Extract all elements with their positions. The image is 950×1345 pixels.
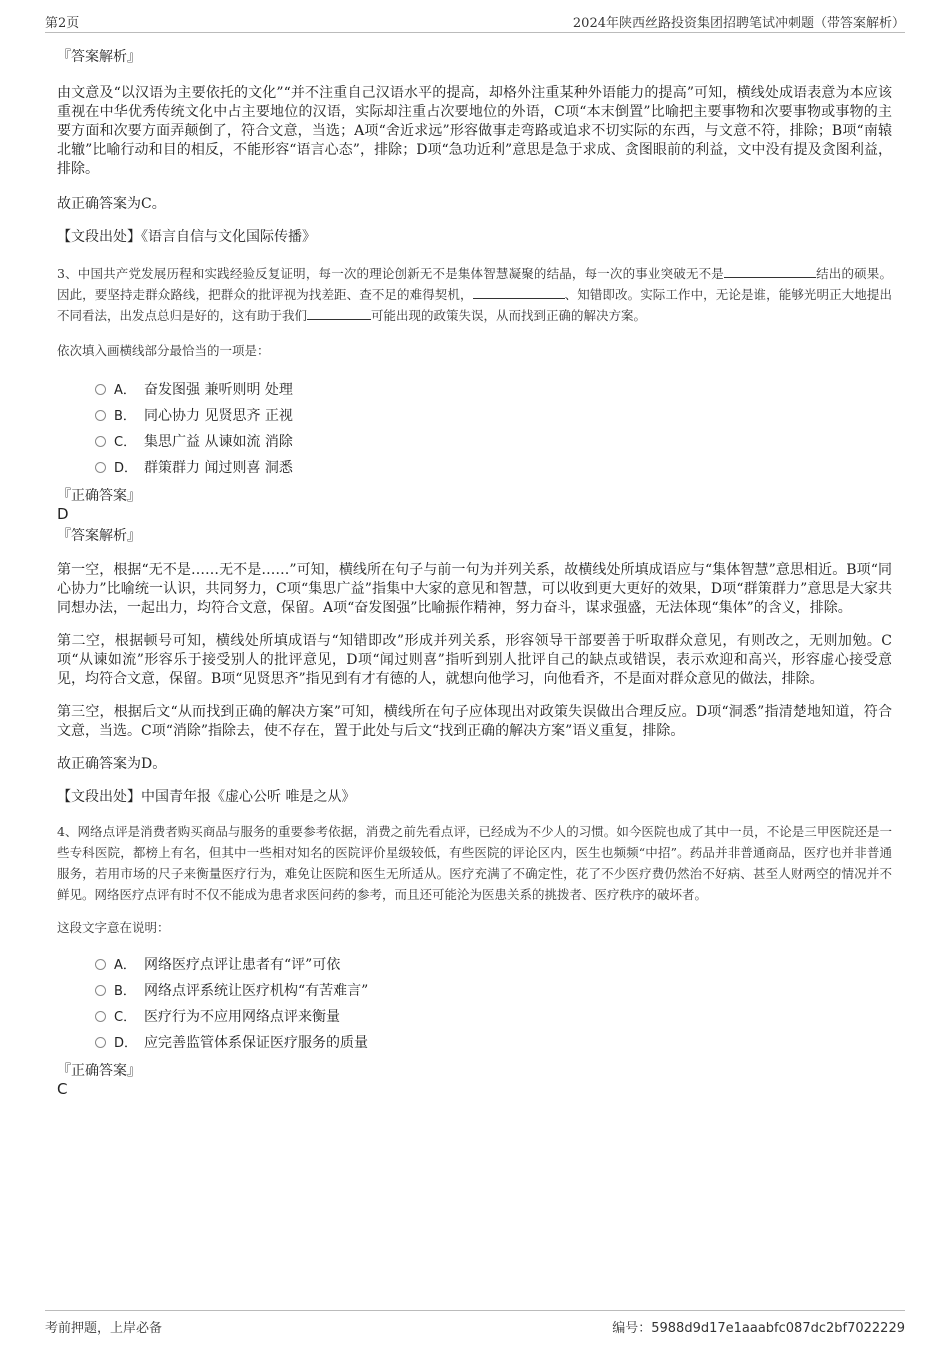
radio-icon[interactable] bbox=[95, 1037, 106, 1048]
q3-option-d[interactable]: D． 群策群力 闻过则喜 洞悉 bbox=[95, 455, 892, 481]
q2-analysis-label: 『答案解析』 bbox=[57, 49, 141, 65]
blank-2 bbox=[473, 285, 565, 299]
q4-option-b[interactable]: B． 网络点评系统让医疗机构“有苦难言” bbox=[95, 978, 892, 1004]
document-title: 2024年陕西丝路投资集团招聘笔试冲刺题（带答案解析） bbox=[572, 16, 905, 31]
q3-conclusion: 故正确答案为D。 bbox=[57, 756, 167, 772]
q3-prompt: 依次填入画横线部分最恰当的一项是： bbox=[57, 343, 270, 358]
q4-prompt: 这段文字意在说明： bbox=[57, 920, 170, 935]
q3-source: 【文段出处】中国青年报《虚心公听 唯是之从》 bbox=[57, 789, 356, 805]
q4-options bbox=[57, 952, 892, 1056]
page-number: 第2页 bbox=[45, 16, 80, 31]
q3-analysis-p1: 第一空，根据“无不是……无不是……”可知，横线所在句子与前一句为并列关系，故横线处所填成语应与“集体智慧”意思相近。B项“同心协力”比喻统一认识，共同努力，C项“集思广益”指集中大家的意见和智慧，可以收到更大更好的效果，D项“群策群力”意思是大家共同想办法，一起出力，均符合文意，保留。A项“奋发图强”比喻振作精神，努力奋斗，谋求强盛，无法体现“集体”的含义，排除。 bbox=[57, 562, 892, 616]
q3-option-b[interactable]: B． 同心协力 见贤思齐 正视 bbox=[95, 403, 892, 429]
q3-options bbox=[57, 377, 892, 481]
radio-icon[interactable] bbox=[95, 959, 106, 970]
radio-icon[interactable] bbox=[95, 436, 106, 447]
q3-analysis-label: 『答案解析』 bbox=[57, 528, 141, 544]
q4-answer-label: 『正确答案』 bbox=[57, 1063, 141, 1079]
document-code: 编号：5988d9d17e1aaabfc087dc2bf7022229 bbox=[612, 1321, 905, 1336]
radio-icon[interactable] bbox=[95, 384, 106, 395]
radio-icon[interactable] bbox=[95, 462, 106, 473]
q4-stem: 4、网络点评是消费者购买商品与服务的重要参考依据，消费之前先看点评，已经成为不少人的习惯。如今医院也成了其中一员，不论是三甲医院还是一些专科医院，都榜上有名，但其中一些相对知名的医院评价星级较低，有些医院的评论区内，医生也频频“中招”。药品并非普通商品，医疗也并非普通服务，若用市场的尺子来衡量医疗行为，难免让医院和医生无所适从。医疗充满了不确定性，花了不少医疗费仍然治不好病、甚至人财两空的情况并不鲜见。网络医疗点评有时不仅不能成为患者求医问药的参考，而且还可能沦为医患关系的挑拨者、医疗秩序的破坏者。 bbox=[57, 824, 892, 902]
q2-analysis-text: 由文意及“以汉语为主要依托的文化”“并不注重自己汉语水平的提高，却格外注重某种外语能力的提高”可知，横线处成语表意为本应该重视在中华优秀传统文化中占主要地位的汉语，实际却注重占次要地位的外语，C项“本末倒置”比喻把主要事物和次要事物或事物的主要方面和次要方面弄颠倒了，符合文意，当选；A项“舍近求远”形容做事走弯路或追求不切实际的东西，与文意不符，排除；B项“南辕北辙”比喻行动和目的相反，不能形容“语言心态”，排除；D项“急功近利”意思是急于求成、贪图眼前的利益，文中没有提及贪图利益，排除。 bbox=[57, 85, 892, 177]
q4-option-a[interactable]: A． 网络医疗点评让患者有“评”可依 bbox=[95, 952, 892, 978]
q4-option-d[interactable]: D． 应完善监管体系保证医疗服务的质量 bbox=[95, 1030, 892, 1056]
q2-conclusion: 故正确答案为C。 bbox=[57, 196, 166, 212]
radio-icon[interactable] bbox=[95, 985, 106, 996]
q4-option-c[interactable]: C． 医疗行为不应用网络点评来衡量 bbox=[95, 1004, 892, 1030]
radio-icon[interactable] bbox=[95, 1011, 106, 1022]
q3-answer: D bbox=[57, 505, 69, 523]
q3-answer-label: 『正确答案』 bbox=[57, 488, 141, 504]
q2-source: 【文段出处】《语言自信与文化国际传播》 bbox=[57, 229, 316, 245]
page-footer bbox=[45, 1310, 905, 1341]
q3-option-c[interactable]: C． 集思广益 从谏如流 消除 bbox=[95, 429, 892, 455]
page-header bbox=[45, 10, 905, 33]
q3-analysis-p3: 第三空，根据后文“从而找到正确的解决方案”可知，横线所在句子应体现出对政策失误做出合理反应。D项“洞悉”指清楚地知道，符合文意，当选。C项“消除”指除去，使不存在，置于此处与后文“找到正确的解决方案”语义重复，排除。 bbox=[57, 704, 892, 739]
q3-option-a[interactable]: A． 奋发图强 兼听则明 处理 bbox=[95, 377, 892, 403]
radio-icon[interactable] bbox=[95, 410, 106, 421]
footer-slogan: 考前押题，上岸必备 bbox=[45, 1321, 163, 1336]
blank-1 bbox=[724, 264, 816, 278]
blank-3 bbox=[307, 306, 371, 320]
q4-answer: C bbox=[57, 1080, 68, 1098]
q3-stem: 3、中国共产党发展历程和实践经验反复证明，每一次的理论创新无不是集体智慧凝聚的结晶，每一次的事业突破无不是 结出的硕果。因此，要坚持走群众路线，把群众的批评视为找差距、查不足的难得契机， 、知错即改。实际工作中，无论是谁，能够光明正大地提出不同看法，出发点总归是好的，这有助于我们 可能出现的政策失误，从而找到正确的解决方案。 bbox=[57, 266, 892, 323]
q3-analysis-p2: 第二空，根据顿号可知，横线处所填成语与“知错即改”形成并列关系，形容领导干部要善于听取群众意见，有则改之，无则加勉。C项“从谏如流”形容乐于接受别人的批评意见，D项“闻过则喜”指听到别人批评自己的缺点或错误，表示欢迎和高兴，形容虚心接受意见，均符合文意，保留。B项“见贤思齐”指见到有才有德的人，就想向他学习，向他看齐，不是面对群众意见的做法，排除。 bbox=[57, 633, 892, 687]
document-body bbox=[57, 40, 892, 1098]
